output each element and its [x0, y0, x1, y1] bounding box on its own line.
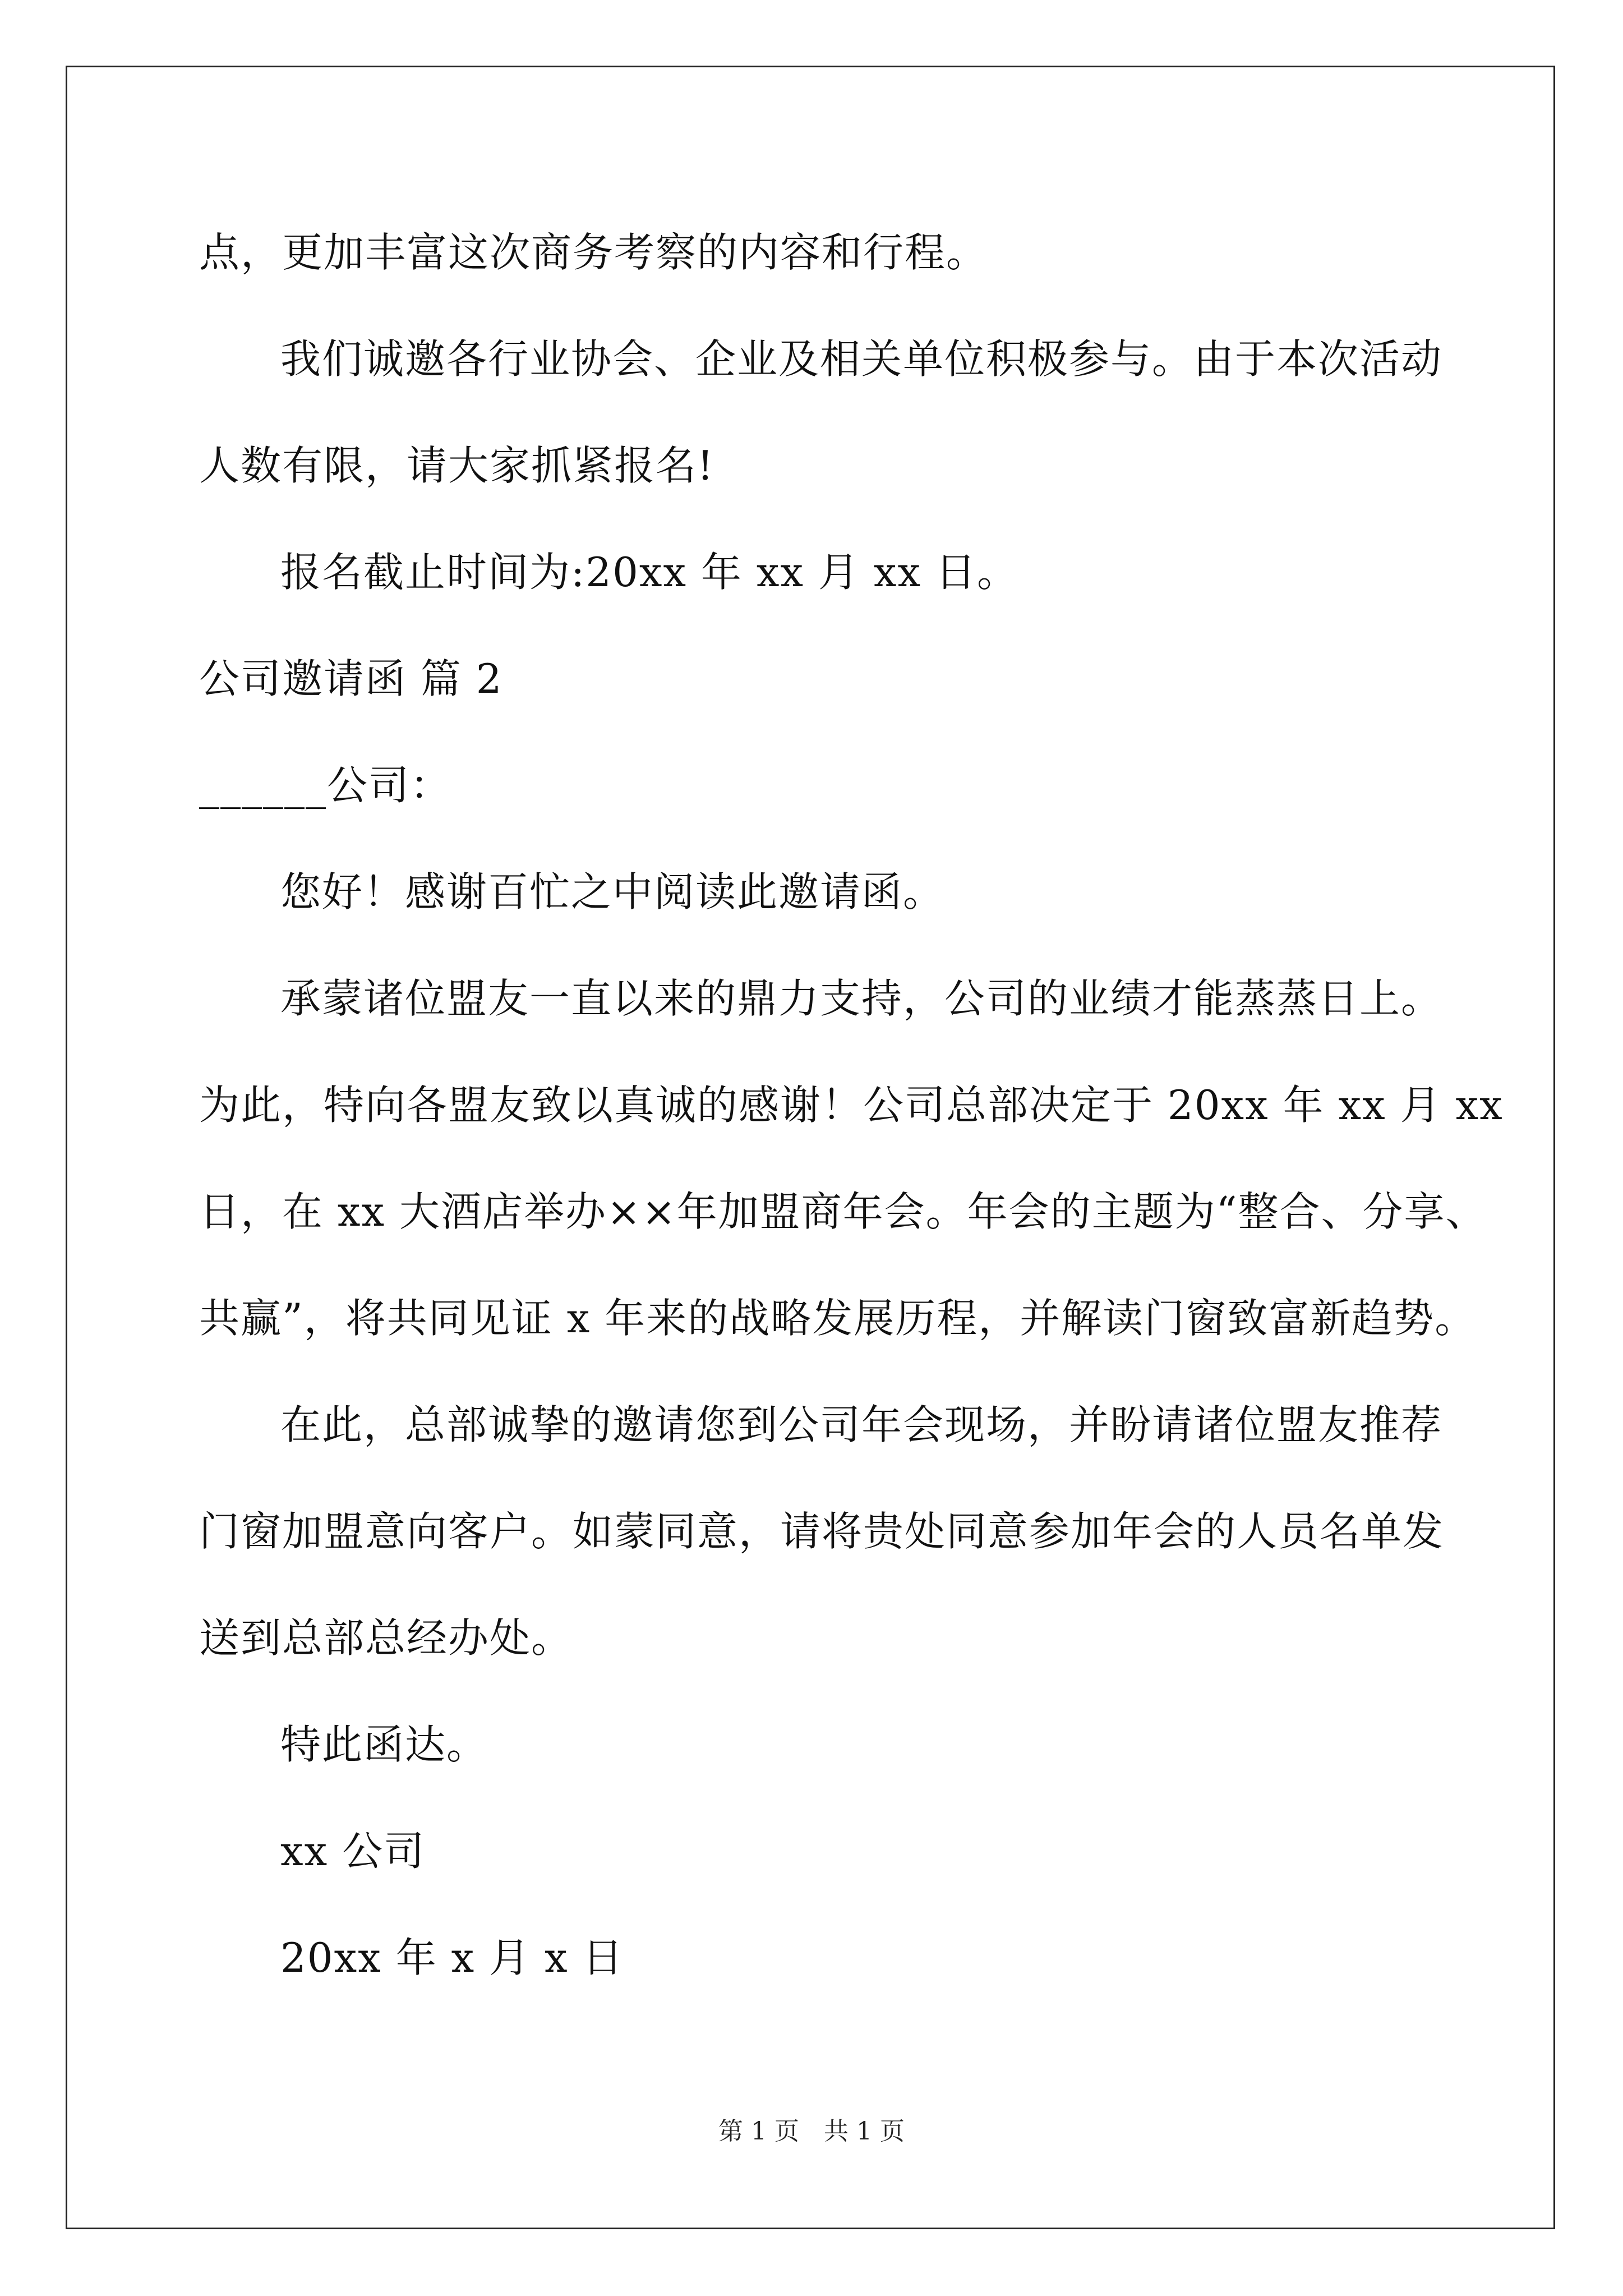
signature-company: xx 公司	[280, 1828, 426, 1875]
signature-date: 20xx 年 x 月 x 日	[280, 1934, 624, 1981]
greeting-line: 您好！感谢百忙之中阅读此邀请函。	[280, 868, 945, 915]
section-heading: 公司邀请函 篇 2	[199, 655, 503, 702]
body-line-7: 共赢”，将共同见证 x 年来的战略发展历程，并解读门窗致富新趋势。	[199, 1295, 1477, 1342]
body-line-3: 人数有限，请大家抓紧报名!	[199, 442, 714, 489]
page-border	[66, 66, 1555, 2229]
body-line-8: 在此，总部诚挚的邀请您到公司年会现场，并盼请诸位盟友推荐	[280, 1401, 1443, 1448]
body-line-2: 我们诚邀各行业协会、企业及相关单位积极参与。由于本次活动	[280, 335, 1443, 383]
closing-line: 特此函达。	[280, 1721, 488, 1768]
body-line-6: 日，在 xx 大酒店举办××年加盟商年会。年会的主题为“整合、分享、	[199, 1188, 1487, 1235]
salutation: ______公司：	[199, 762, 452, 809]
deadline-line: 报名截止时间为:20xx 年 xx 月 xx 日。	[280, 549, 1018, 596]
body-line-5: 为此，特向各盟友致以真诚的感谢！公司总部决定于 20xx 年 xx 月 xx	[199, 1082, 1504, 1129]
page-footer: 第 1 页 共 1 页	[718, 2117, 905, 2146]
body-line-4: 承蒙诸位盟友一直以来的鼎力支持，公司的业绩才能蒸蒸日上。	[280, 975, 1443, 1022]
body-line-9: 门窗加盟意向客户。如蒙同意，请将贵处同意参加年会的人员名单发	[199, 1508, 1445, 1555]
body-line-1: 点，更加丰富这次商务考察的内容和行程。	[199, 229, 988, 276]
body-line-10: 送到总部总经办处。	[199, 1614, 573, 1662]
